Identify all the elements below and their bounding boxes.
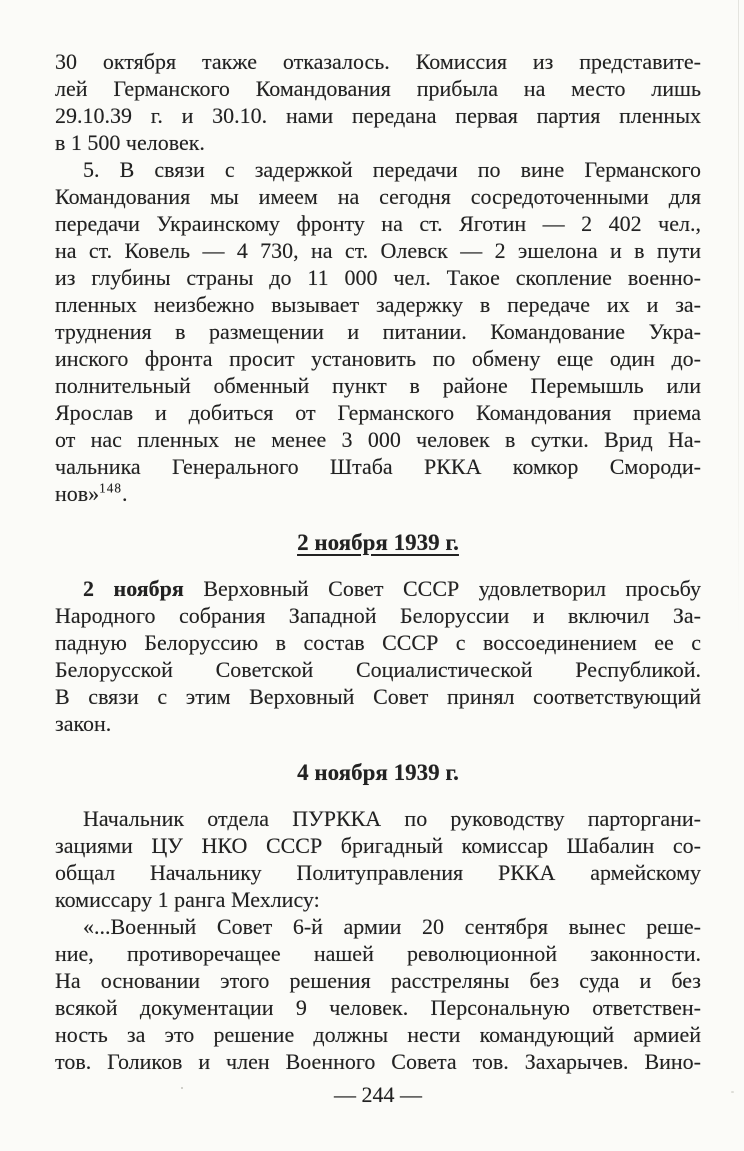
text-line: лей Германского Командования прибыла на место лишь xyxy=(55,76,701,101)
text-line: Народного собрания Западной Белоруссии и включил За- xyxy=(55,603,701,628)
text-line: полнительный обменный пункт в районе Перемышль или xyxy=(55,373,701,398)
text-line: ность за это решение должны нести командующий армией xyxy=(55,1022,701,1047)
scan-speck xyxy=(731,1091,734,1093)
section-heading-text: 2 ноября 1939 г. xyxy=(297,530,459,555)
text-line: закон. xyxy=(55,711,112,736)
section-heading xyxy=(55,759,701,786)
section-heading-text: 4 ноября 1939 г. xyxy=(297,760,459,785)
text-line: ние, противоречащее нашей революционной законности. xyxy=(55,941,701,966)
text-line: Ярослав и добиться от Германского Командования приема xyxy=(55,400,701,425)
paragraph xyxy=(55,156,701,507)
text-line: зациями ЦУ НКО СССР бригадный комиссар Шабалин со- xyxy=(55,833,701,858)
text-line: в 1 500 человек. xyxy=(55,130,205,155)
paragraph xyxy=(55,48,701,156)
text-line: всякой документации 9 человек. Персональную ответствен- xyxy=(55,995,701,1020)
text-line: падную Белоруссию в состав СССР с воссоединением ее с xyxy=(55,630,701,655)
paragraph xyxy=(55,575,701,737)
text-line: комиссару 1 ранга Мехлису: xyxy=(55,887,320,912)
text-block xyxy=(55,48,701,1108)
text-line: от нас пленных не менее 3 000 человек в сутки. Врид На- xyxy=(55,427,701,452)
footnote-reference: 148 xyxy=(99,480,122,496)
scan-edge-line xyxy=(738,0,739,640)
text-line: передачи Украинскому фронту на ст. Яготин — 2 402 чел., xyxy=(55,211,701,236)
text-line: труднения в размещении и питании. Командование Укра- xyxy=(55,319,701,344)
text-line: Командования мы имеем на сегодня сосредоточенными для xyxy=(55,184,701,209)
text-line: из глубины страны до 11 000 чел. Такое скопление военно- xyxy=(55,265,701,290)
text-segment: нов» xyxy=(55,481,100,506)
text-line: На основании этого решения расстреляны без суда и без xyxy=(55,968,701,993)
text-line: на ст. Ковель — 4 730, на ст. Олевск — 2 эшелона и в пути xyxy=(55,238,701,263)
text-line: В связи с этим Верховный Совет принял соответствующий xyxy=(55,684,701,709)
text-line: инского фронта просит установить по обмену еще один до- xyxy=(55,346,701,371)
text-line: тов. Голиков и член Военного Совета тов. Захарычев. Вино- xyxy=(55,1049,701,1074)
paragraph xyxy=(55,913,701,1075)
text-line: Начальник отдела ПУРККА по руководству парторгани- xyxy=(83,806,701,831)
paragraph xyxy=(55,805,701,913)
page-number: — 244 — xyxy=(334,1082,422,1107)
text-segment: . xyxy=(121,481,128,506)
blocks-container xyxy=(55,48,701,1075)
text-line: 30 октября также отказалось. Комиссия из представите- xyxy=(55,49,701,74)
text-segment: Верховный Совет СССР удовлетворил просьбу xyxy=(183,576,701,601)
text-segment: 2 ноября xyxy=(83,576,184,601)
section-heading xyxy=(55,529,701,556)
text-line: чальника Генерального Штаба РККА комкор Смороди- xyxy=(55,454,701,479)
text-line: Белорусской Советской Социалистической Республикой. xyxy=(55,657,701,682)
text-line: 29.10.39 г. и 30.10. нами передана первая партия пленных xyxy=(55,103,701,128)
text-line: «...Военный Совет 6-й армии 20 сентября вынес реше- xyxy=(83,914,701,939)
text-line: общал Начальнику Политуправления РККА армейскому xyxy=(55,860,701,885)
text-line: пленных неизбежно вызывает задержку в передаче их и за- xyxy=(55,292,701,317)
text-line: 5. В связи с задержкой передачи по вине Германского xyxy=(83,157,701,182)
text-line xyxy=(55,575,701,602)
text-line xyxy=(55,480,701,507)
